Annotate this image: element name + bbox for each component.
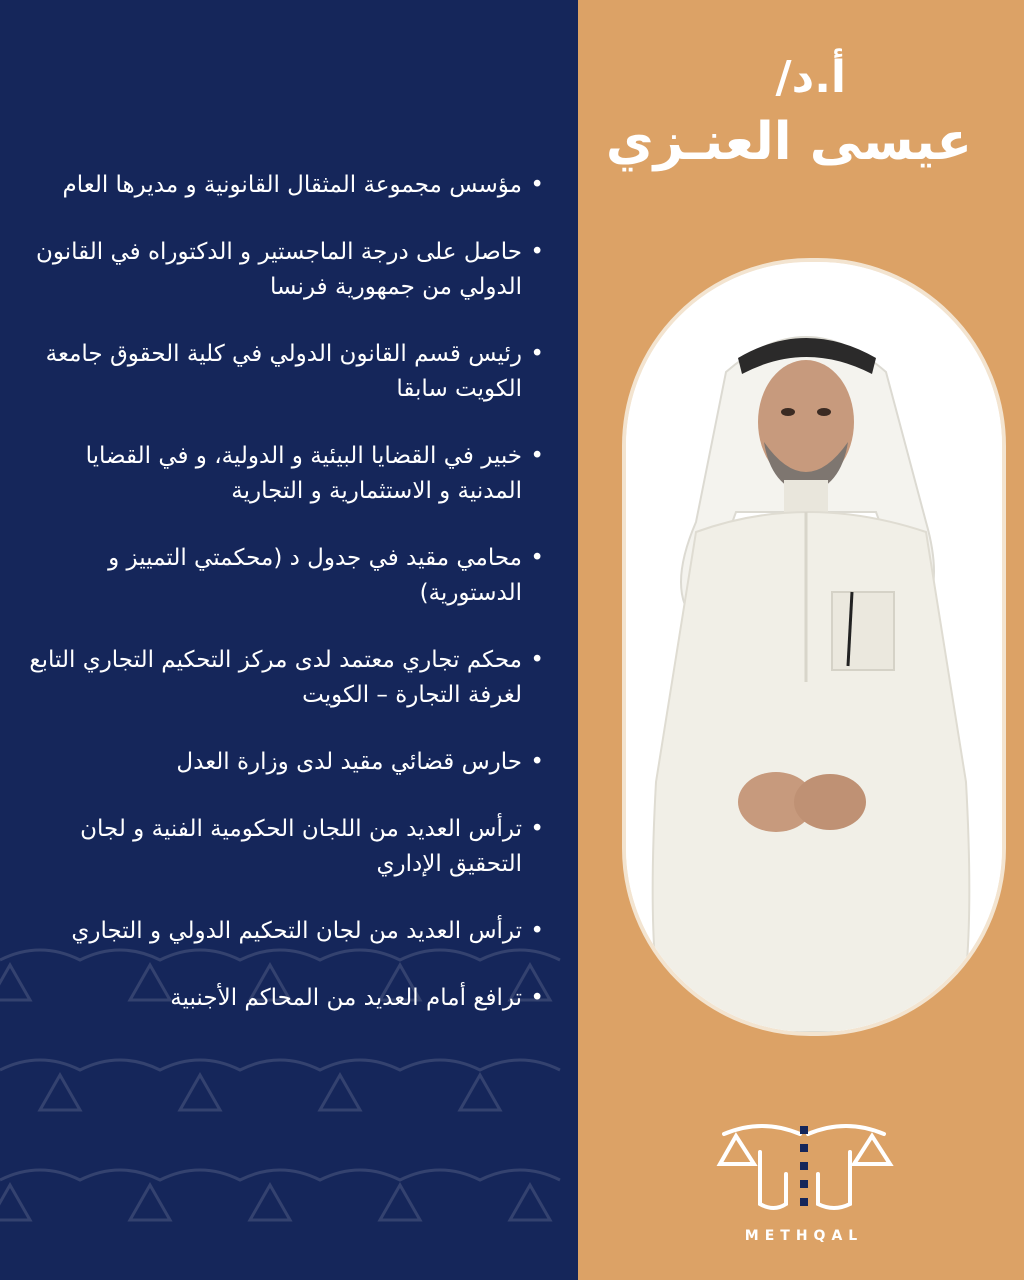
profile-panel (578, 0, 1024, 1280)
bio-item: • ترافع أمام العديد من المحاكم الأجنبية (24, 981, 544, 1016)
person-name: عيسى العنـزي (605, 112, 972, 172)
bio-item: • محكم تجاري معتمد لدى مركز التحكيم التجاري التابع لغرفة التجارة – الكويت (24, 643, 544, 713)
bio-item: • مؤسس مجموعة المثقال القانونية و مديرها العام (24, 168, 544, 203)
bio-item: • حارس قضائي مقيد لدى وزارة العدل (24, 745, 544, 780)
bio-item: • رئيس قسم القانون الدولي في كلية الحقوق جامعة الكويت سابقا (24, 337, 544, 407)
person-portrait-icon (626, 262, 1002, 1032)
title-prefix: أ.د/ (775, 52, 846, 103)
scales-of-justice-icon (714, 1112, 894, 1224)
logo-wordmark: METHQAL (744, 1228, 864, 1244)
bio-item: • ترأس العديد من لجان التحكيم الدولي و التجاري (24, 914, 544, 949)
bio-item: • خبير في القضايا البيئية و الدولية، و في القضايا المدنية و الاستثمارية و التجارية (24, 439, 544, 509)
methqal-logo (714, 1112, 894, 1252)
bio-item: • محامي مقيد في جدول د (محكمتي التمييز و الدستورية) (24, 541, 544, 611)
bio-list (24, 168, 544, 1048)
bio-item: • حاصل على درجة الماجستير و الدكتوراه في القانون الدولي من جمهورية فرنسا (24, 235, 544, 305)
portrait-photo (622, 258, 1006, 1036)
bio-item: • ترأس العديد من اللجان الحكومية الفنية و لجان التحقيق الإداري (24, 812, 544, 882)
